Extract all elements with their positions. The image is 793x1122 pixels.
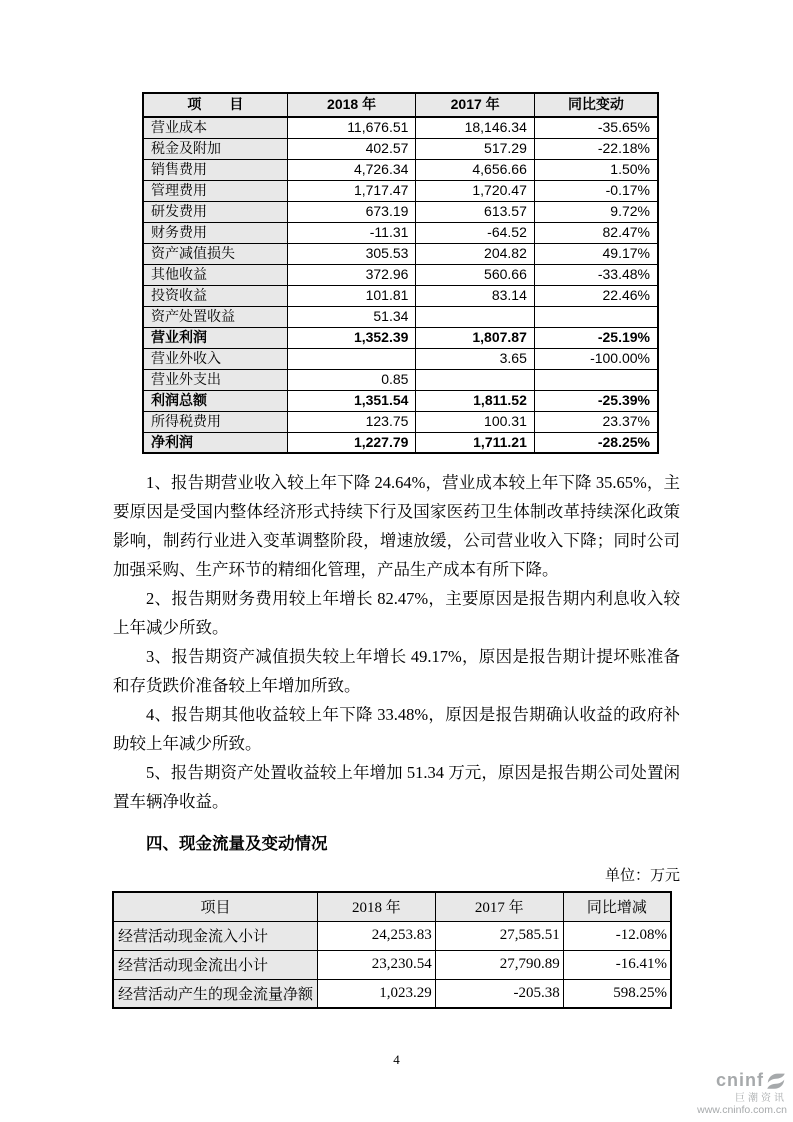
- value-change: -28.25%: [534, 432, 658, 453]
- paragraph-5: 5、报告期资产处置收益较上年增加 51.34 万元，原因是报告期公司处置闲置车辆净收益。: [113, 763, 680, 811]
- value-change: 1.50%: [534, 159, 658, 180]
- value-2017: 613.57: [416, 201, 534, 222]
- table-row-net-profit: [143, 432, 658, 453]
- row-label: 经营活动现金流入小计: [113, 921, 318, 950]
- value-2018: 123.75: [287, 411, 416, 432]
- cninfo-logo: [697, 1070, 787, 1117]
- row-label: 营业利润: [143, 327, 287, 348]
- page-number: 4: [393, 1052, 400, 1067]
- row-label: 税金及附加: [143, 138, 287, 159]
- value-2017: -205.38: [435, 979, 563, 1008]
- value-2018: 1,351.54: [287, 390, 416, 411]
- table-row: [143, 117, 658, 138]
- value-2018: 101.81: [287, 285, 416, 306]
- paragraph-1: 1、报告期营业收入较上年下降 24.64%，营业成本较上年下降 35.65%，主要原因是受国内整体经济形式持续下行及国家医药卫生体制改革持续深化政策影响，制药行业进入变革调整阶段，增速放缓，公司营业收入下降；同时公司加强采购、生产环节的精细化管理，产品生产成本有所下降。: [113, 473, 680, 579]
- value-change: -25.19%: [534, 327, 658, 348]
- cninfo-swirl-icon: [765, 1070, 787, 1092]
- table-row-operating-profit: [143, 327, 658, 348]
- table-row: [143, 243, 658, 264]
- column-header-2018: 2018 年: [287, 93, 416, 117]
- logo-subtitle: 巨潮资讯: [735, 1093, 787, 1104]
- value-change: 23.37%: [534, 411, 658, 432]
- logo-wordmark: cninf: [716, 1070, 764, 1091]
- row-label: 资产处置收益: [143, 306, 287, 327]
- value-2017: 1,711.21: [416, 432, 534, 453]
- value-change: -100.00%: [534, 348, 658, 369]
- value-2018: 51.34: [287, 306, 416, 327]
- table-row: [143, 285, 658, 306]
- value-2017: 18,146.34: [416, 117, 534, 138]
- value-2018: -11.31: [287, 222, 416, 243]
- column-header-item: 项 目: [143, 93, 287, 117]
- value-change: -33.48%: [534, 264, 658, 285]
- value-2017: 1,811.52: [416, 390, 534, 411]
- column-header-2017: 2017 年: [435, 892, 563, 921]
- table-row: [113, 950, 671, 979]
- logo-url: www.cninfo.com.cn: [697, 1104, 787, 1116]
- analysis-paragraphs: [113, 468, 680, 816]
- value-2018: 305.53: [287, 243, 416, 264]
- value-2018: 1,227.79: [287, 432, 416, 453]
- unit-label: 单位：万元: [604, 868, 680, 884]
- row-label: 经营活动产生的现金流量净额: [113, 979, 318, 1008]
- value-2018: 0.85: [287, 369, 416, 390]
- row-label: 利润总额: [143, 390, 287, 411]
- value-change: [534, 306, 658, 327]
- table-row: [113, 921, 671, 950]
- row-label: 管理费用: [143, 180, 287, 201]
- value-2017: 27,790.89: [435, 950, 563, 979]
- value-change: -12.08%: [563, 921, 671, 950]
- row-label: 净利润: [143, 432, 287, 453]
- table-row: [143, 222, 658, 243]
- row-label: 投资收益: [143, 285, 287, 306]
- profit-items-table: [142, 92, 659, 454]
- row-label: 营业外收入: [143, 348, 287, 369]
- column-header-change: 同比增减: [563, 892, 671, 921]
- row-label: 经营活动现金流出小计: [113, 950, 318, 979]
- section-heading: 四、现金流量及变动情况: [146, 834, 328, 853]
- table-row: [143, 201, 658, 222]
- value-2018: 673.19: [287, 201, 416, 222]
- value-change: [534, 369, 658, 390]
- table-row: [143, 138, 658, 159]
- table-row: [143, 264, 658, 285]
- table-header-row: [113, 892, 671, 921]
- table-row: [143, 411, 658, 432]
- value-2018: [287, 348, 416, 369]
- value-2018: 24,253.83: [318, 921, 436, 950]
- value-change: -0.17%: [534, 180, 658, 201]
- row-label: 营业外支出: [143, 369, 287, 390]
- table-row: [113, 979, 671, 1008]
- paragraph-4: 4、报告期其他收益较上年下降 33.48%，原因是报告期确认收益的政府补助较上年减少所致。: [113, 705, 680, 753]
- row-label: 财务费用: [143, 222, 287, 243]
- column-header-2018: 2018 年: [318, 892, 436, 921]
- table-row-total-profit: [143, 390, 658, 411]
- table-row: [143, 369, 658, 390]
- value-change: 22.46%: [534, 285, 658, 306]
- value-2018: 402.57: [287, 138, 416, 159]
- row-label: 所得税费用: [143, 411, 287, 432]
- value-2017: 517.29: [416, 138, 534, 159]
- value-2018: 1,717.47: [287, 180, 416, 201]
- table-row: [143, 306, 658, 327]
- value-2018: 1,352.39: [287, 327, 416, 348]
- value-2017: 204.82: [416, 243, 534, 264]
- column-header-change: 同比变动: [534, 93, 658, 117]
- value-2018: 1,023.29: [318, 979, 436, 1008]
- value-2017: 560.66: [416, 264, 534, 285]
- value-change: -35.65%: [534, 117, 658, 138]
- value-2018: 4,726.34: [287, 159, 416, 180]
- value-2017: 100.31: [416, 411, 534, 432]
- value-2017: 3.65: [416, 348, 534, 369]
- value-2018: 11,676.51: [287, 117, 416, 138]
- table-row: [143, 180, 658, 201]
- value-change: -22.18%: [534, 138, 658, 159]
- row-label: 研发费用: [143, 201, 287, 222]
- row-label: 其他收益: [143, 264, 287, 285]
- value-2017: 4,656.66: [416, 159, 534, 180]
- value-2017: [416, 306, 534, 327]
- value-change: -16.41%: [563, 950, 671, 979]
- paragraph-2: 2、报告期财务费用较上年增长 82.47%，主要原因是报告期内利息收入较上年减少所致。: [113, 589, 680, 637]
- row-label: 营业成本: [143, 117, 287, 138]
- value-change: -25.39%: [534, 390, 658, 411]
- document-page: [113, 0, 680, 1009]
- cashflow-table: [112, 891, 672, 1009]
- table-row: [143, 348, 658, 369]
- value-change: 9.72%: [534, 201, 658, 222]
- column-header-2017: 2017 年: [416, 93, 534, 117]
- value-2017: 27,585.51: [435, 921, 563, 950]
- value-2018: 372.96: [287, 264, 416, 285]
- paragraph-3: 3、报告期资产减值损失较上年增长 49.17%，原因是报告期计提坏账准备和存货跌价准备较上年增加所致。: [113, 647, 680, 695]
- value-2017: 1,720.47: [416, 180, 534, 201]
- value-change: 49.17%: [534, 243, 658, 264]
- value-change: 598.25%: [563, 979, 671, 1008]
- table-header-row: [143, 93, 658, 117]
- table-row: [143, 159, 658, 180]
- row-label: 销售费用: [143, 159, 287, 180]
- value-2017: 1,807.87: [416, 327, 534, 348]
- value-change: 82.47%: [534, 222, 658, 243]
- value-2018: 23,230.54: [318, 950, 436, 979]
- column-header-item: 项目: [113, 892, 318, 921]
- value-2017: -64.52: [416, 222, 534, 243]
- value-2017: [416, 369, 534, 390]
- value-2017: 83.14: [416, 285, 534, 306]
- row-label: 资产减值损失: [143, 243, 287, 264]
